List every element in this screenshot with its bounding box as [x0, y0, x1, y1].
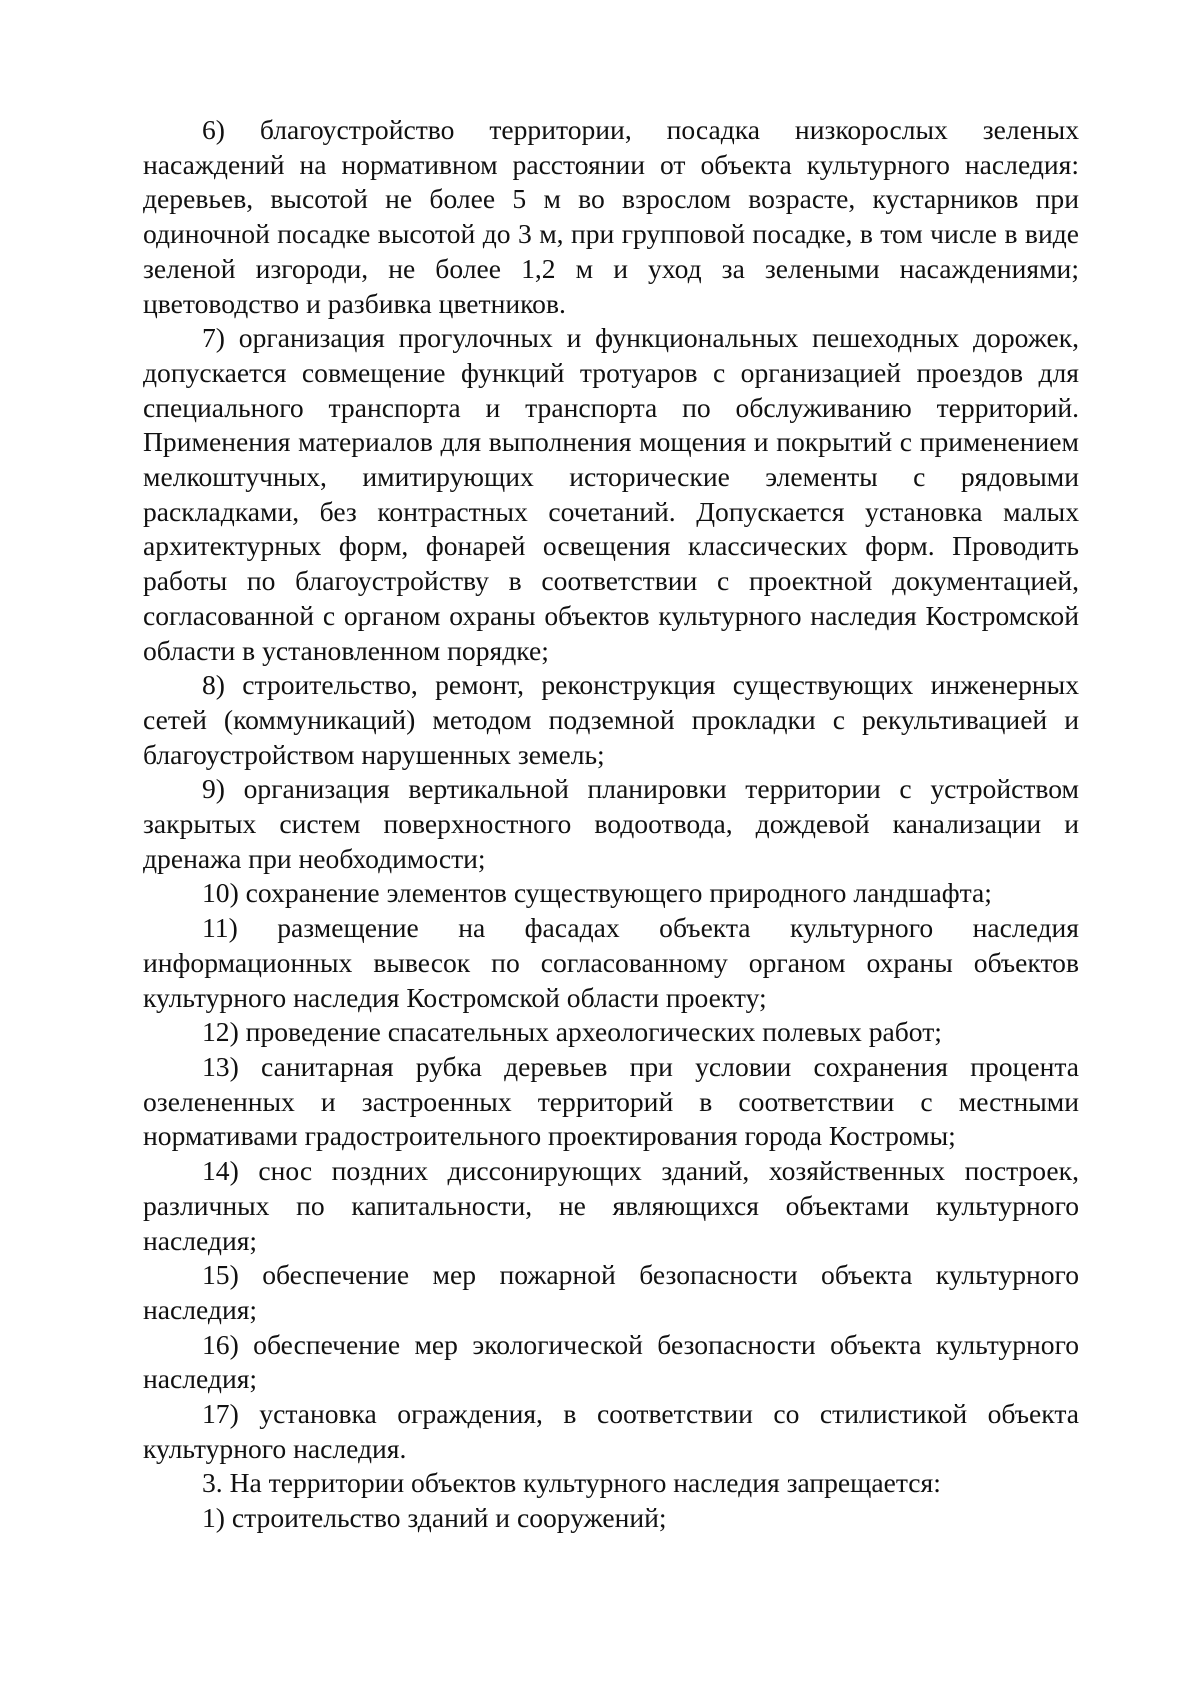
paragraph-item-11: 11) размещение на фасадах объекта культурного наследия информационных вывесок по согласованному органом охраны объектов культурного наследия Костромской области проекту; — [143, 912, 1079, 1013]
paragraph-item-8: 8) строительство, ремонт, реконструкция существующих инженерных сетей (коммуникаций) методом подземной прокладки с рекультивацией и благоустройством нарушенных земель; — [143, 669, 1079, 770]
paragraph-item-7: 7) организация прогулочных и функциональных пешеходных дорожек, допускается совмещение функций тротуаров с организацией проездов для специального транспорта и транспорта по обслуживанию территорий. Применения материалов для выполнения мощения и покрытий с применением мелкоштучных, имитирующих исторические элементы с рядовыми раскладками, без контрастных сочетаний. Допускается установка малых архитектурных форм, фонарей освещения классических форм. Проводить работы по благоустройству в соответствии с проектной документацией, согласованной с органом охраны объектов культурного наследия Костромской области в установленном порядке; — [143, 322, 1079, 666]
paragraph-item-14: 14) снос поздних диссонирующих зданий, хозяйственных построек, различных по капитальности, не являющихся объектами культурного наследия; — [143, 1155, 1079, 1256]
paragraph-item-10: 10) сохранение элементов существующего природного ландшафта; — [202, 877, 992, 909]
paragraph-item-17: 17) установка ограждения, в соответствии со стилистикой объекта культурного наследия. — [143, 1398, 1079, 1464]
paragraph-item-15: 15) обеспечение мер пожарной безопасности объекта культурного наследия; — [143, 1259, 1079, 1325]
document-body — [143, 113, 1079, 1536]
prohibition-item-1: 1) строительство зданий и сооружений; — [202, 1502, 667, 1534]
paragraph-item-9: 9) организация вертикальной планировки территории с устройством закрытых систем поверхностного водоотвода, дождевой канализации и дренажа при необходимости; — [143, 773, 1079, 874]
paragraph-item-12: 12) проведение спасательных археологических полевых работ; — [202, 1016, 942, 1048]
paragraph-item-13: 13) санитарная рубка деревьев при условии сохранения процента озелененных и застроенных территорий в соответствии с местными нормативами градостроительного проектирования города Костромы; — [143, 1050, 1079, 1152]
paragraph-item-16: 16) обеспечение мер экологической безопасности объекта культурного наследия; — [143, 1328, 1079, 1395]
paragraph-item-6: 6) благоустройство территории, посадка низкорослых зеленых насаждений на нормативном расстоянии от объекта культурного наследия: деревьев, высотой не более 5 м во взрослом возрасте, кустарников при одиночной посадке высотой до 3 м, при групповой посадке, в том числе в виде зеленой изгороди, не более 1,2 м и уход за зелеными насаждениями; цветоводство и разбивка цветников. — [143, 114, 1079, 319]
section-3-heading: 3. На территории объектов культурного наследия запрещается: — [202, 1467, 941, 1499]
